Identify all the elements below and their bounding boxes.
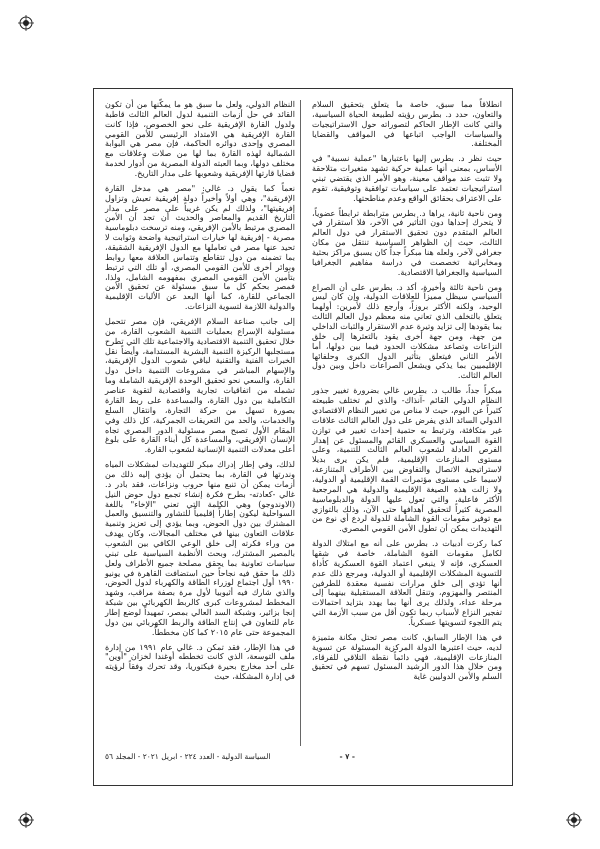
paragraph: لذلك، وفي إطار إدراك مبكر للتهديدات لمشكلات المياه وندرتها في القارة، بما يحتمل أن يؤدي إليه ذلك من أزمات يمكن أن تنبع منها حروب ونزاعات، فقد بادر د. غالي -كعادته- بطرح فكرة إنشاء تجمع دول حوض النيل (الاوندوجو) وهي الكلمة التي تعني "الإخاء" باللغة السواحلية ليكون إطاراً إقليمياً للتشاور والتنسيق والعمل المشترك بين دول الحوض، وبما يؤدي إلى تعزيز وتنمية علاقات التعاون بينها في مختلف المجالات، وكان يهدف من وراء فكرته إلى خلق الوعي الكافي بين الشعوب بالمصير المشترك، وبحث الأنظمة السياسية على تبني سياسات تعاونية بما يحقق مصلحة جميع الأطراف ولعل ذلك ما حقق فيه نجاحاً حين استضافت القاهرة في يونيو ١٩٩٠ أول اجتماع لوزراء الطاقة والكهرباء لدول الحوض، والذي شارك فيه أثيوبيا لأول مرة بصفة مراقب، وشهد المخطط لمشروعات كبرى كالربط الكهربائي بين شبكة إنجا بزائير، وشبكة السد العالي بمصر، تمهيداً لوضع إطار عام للتعاون في إنتاج الطاقة والربط الكهربائي بين دول المجموعة حتى عام ٢٠١٥ كما كان مخططاً. — [105, 459, 295, 637]
page-footer — [105, 752, 505, 766]
paragraph: حيث نظر د. بطرس إليها باعتبارها "عملية نسبية" في الأساس، بمعنى أنها عملية حركية تشهد متغيرات متلاحقة ولا تثبت عند مواقف معينة، وهو الأمر الذي يقتضي تبني استراتيجيات تعتمد على سياسات توافقية وتوفيقية، تقوم على الاعتراف بحقائق الواقع وعدم مناطحتها. — [312, 153, 502, 203]
paragraph: مبكراً جداً، طالب د. بطرس غالي بضرورة تغيير جذور النظام الدولي القائم -آنذاك- والذي لم تختلف طبيعته كثيراً عن اليوم، حيث لا مناص من تغيير النظام الاقتصادي الدولي السائد الذي يفرض على دول العالم الثالث علاقات غير متكافئة، وترتبط به حتمية إحداث تغيير في توازن القوة السياسي والعسكري القائم والمسئول عن إهدار الفرص العادلة لشعوب العالم الثالث للتنمية، وعلى مستوى المنازعات الإقليمية، فلم يكن يرى بديلا لاستراتيجية الاتصال والتفاوض بين الأطراف المتنازعة، لاسيما على مستوى مؤتمرات القمة الإقليمية أو الدولية، ولا زالت هذه الصيغة الإقليمية والدولية هي المرجعية الأكثر فاعلية، والتي تعول عليها الدولة والدبلوماسية المصرية كثيراً لتحقيق أهدافها حتى الآن، وذلك بالتوازي مع توفير مقومات القوة الشاملة للدولة لردع أي نوع من التهديدات يمكن أن تطول الأمن القومي المصري. — [312, 385, 502, 534]
column-divider — [300, 100, 301, 746]
registration-mark-icon — [18, 15, 34, 31]
page-number: - ٧ - — [339, 752, 355, 761]
left-column — [105, 100, 295, 687]
paragraph: في هذا الإطار السابق، كانت مصر تحتل مكانة متميزة لديه، حيث اعتبرها الدولة المركزية المسئولة عن تسوية المنازعات الإقليمية، فهي دائماً نقطة التلاقي للفرقاء، ومن خلال هذا الدور الرشيد المسئول تسهم في تحقيق السلم والأمن الدوليين غاية — [312, 631, 502, 682]
paragraph: انطلاقاً مما سبق، خاصة ما يتعلق بتحقيق السلام والتعاون، حدد د. بطرس رؤيته لطبيعة الحياة السياسية، والتي كانت الإطار الحاكم لتصوراته حول الاستراتيجيات والسياسات الواجب اتباعها في المواقف والقضايا المختلفة. — [312, 99, 502, 149]
paragraph: نعماً كما يقول د. غالي: "مصر هي مدخل القارة الإفريقية"، وهي أولاً وأخيراً دولة إفريقية تعيش وتزاول إفريقيتها"، ولذلك لم يكن غريباً على مصر على مدار التاريخ القديم والمعاصر والحديث أن تجد أن الأمن المصري مرتبط بالأمن الإفريقي، ومنه ترسخت دبلوماسية مصرية - إفريقية لها خيارات استراتيجية واضحة وثوابت لا تحيد عنها مصر في تعاملها مع الدول الإفريقية الشقيقة، بما تضمنه من دول تتقاطع وتتماس العلاقة معها روابط وبوائر أخرى للأمن القومي المصري، أو تلك التي ترتبط بتأمين الأمن القومي المصري بمفهومه الشامل، ولذا، فمصر بحكم كل ما سبق مسئولة عن تحقيق الأمن الجماعي للقارة، كما أنها البعد عن الأليات الإقليمية والدولية اللازمة لتسوية النزاعات. — [105, 182, 295, 312]
paragraph: النظام الدولي، ولعل ما سبق هو ما يمكّنها من أن تكون القائد في حل أزمات التنمية لدول العالم الثالث قاطبة ولدول القارة الإفريقية على نحو الخصوص، فإذا كانت القارة الإفريقية هي الامتداد الرئيسي للأمن القومي المصري وإحدى دوائره الحاكمة، فإن مصر هي البوابة الشمالية لهذه القارة بما لها من صلات وعلاقات مع مختلف دولها، وبما العبته الدولة المصرية من أدوار لخدمة قضايا قارتها الإفريقية وشعوبها على مدار التاريخ. — [105, 99, 295, 179]
paragraph: ومن ناحية ثالثة وأخيرة، أكد د. بطرس على أن الصراع السياسي سيظل مميزاً للعلاقات الدولية، وإن كان ليس الوحيد، ولكنه الأكثر بروزاً، وأرجع ذلك لأمرين: أولهما يتعلق بالتخلف الذي تعاني منه معظم دول العالم الثالث بما يقودها إلى تزايد وتيرة عدم الاستقرار والثبات الداخلي من جهة، ومن جهة أخرى يقود بالتعثرها إلى خلق النزاعات وتصاعد مشكلات الحدود فيما بين دولها، أما الأمر الثاني فيتعلق بتأثير الدول الكبرى وحلفائها الإقليميين بما يذكي ويشعل الصراعات داخل وبين دول العالم الثالث. — [312, 281, 502, 381]
registration-mark-icon — [18, 812, 34, 828]
journal-info: السياسة الدولية - العدد ٢٢٤ - ابريل ٢٠٢١ - المجلد ٥٦ — [105, 752, 271, 761]
paragraph: إلى جانب صناعة السلام الإفريقي، فإن مصر تتحمل مسئولية الإسراع بعمليات التنمية الشعوب القارة، من خلال تحقيق التنمية الاقتصادية والاجتماعية تلك التي تطرح مستجلبها الركيزة التنمية البشرية المستدامة، وأيضاً نقل الخبرات الفنية والتقنية لباقي شعوب الدول الإفريقية، والإسهام المباشر في مشروعات التنمية داخل دول القارة، والسعي نحو تحقيق الوحدة الإفريقية الشاملة وما تشمله من اتفاقيات تجارية واقتصادية لتقوية عناصر التكاملية بين دول القارة، والمساعدة على ربط القارة بصورة تسهل من حركة التجارة، وانتقال السلع والخدمات، والحد من التعريفات الجمركية، كل ذلك وفي المقام الأول تصبح مصر مسئولية الدور المصري تجاه الإنسان الإفريقي، والمساعدة كل أبناء القارة على بلوغ أعلى معدلات التنمية الإنسانية لشعوب القارة. — [105, 316, 295, 455]
right-column — [312, 100, 502, 687]
paragraph: كما ركزت أدبيات د. بطرس على أنه مع امتلاك الدولة لكامل مقومات القوة الشاملة، خاصة في شقها العسكري، فإنه لا ينبغي اعتماد القوة العسكرية كأداة للتسوية المشكلات الإقليمية أو الدولية، ومرجع ذلك عدم أنها تؤدي إلى خلق مرارات نفسية معقدة للطرفين المنتصر والمهزوم، وتنقل العلاقة المستقبلية بينهما إلى مرحلة عداء، ولذلك يرى أنها بما يهدد بتزايد احتمالات تفجير النزاع لأسباب ربما تكون أقل من سبب الأزمة التي يتم اللجوء لتسويتها عسكرياً. — [312, 538, 502, 627]
paragraph: في هذا الإطار، فقد تمكن د. غالي عام ١٩٩١ من إدارة ملف التوسعة، الذي كانت تخططه أوغندا لخزان "أوين" على أحد مخارج بحيرة فيكتوريا، وقد تحرك وفقاً لرؤيته في إدارة المشكلة، حيث — [105, 641, 295, 682]
paragraph: ومن ناحية ثانية، يراها د. بطرس مترابطة ترابطاً عضوياً، لا يتحرك إحداها دون التأثير في الآخر، فلا استقرار في العالم المتقدم دون تحقيق الاستقرار في دول العالم الثالث، حيث إن الظواهر السياسية تنتقل من مكان جغرافي لآخر، ولعله هنا مبكراً جداً كان يسبق مراكز بحثية ومخابراتية تخصصت في دراسة مفاهيم الجغرافيا السياسية والجغرافيا الاقتصادية. — [312, 207, 502, 277]
registration-mark-icon — [566, 812, 582, 828]
